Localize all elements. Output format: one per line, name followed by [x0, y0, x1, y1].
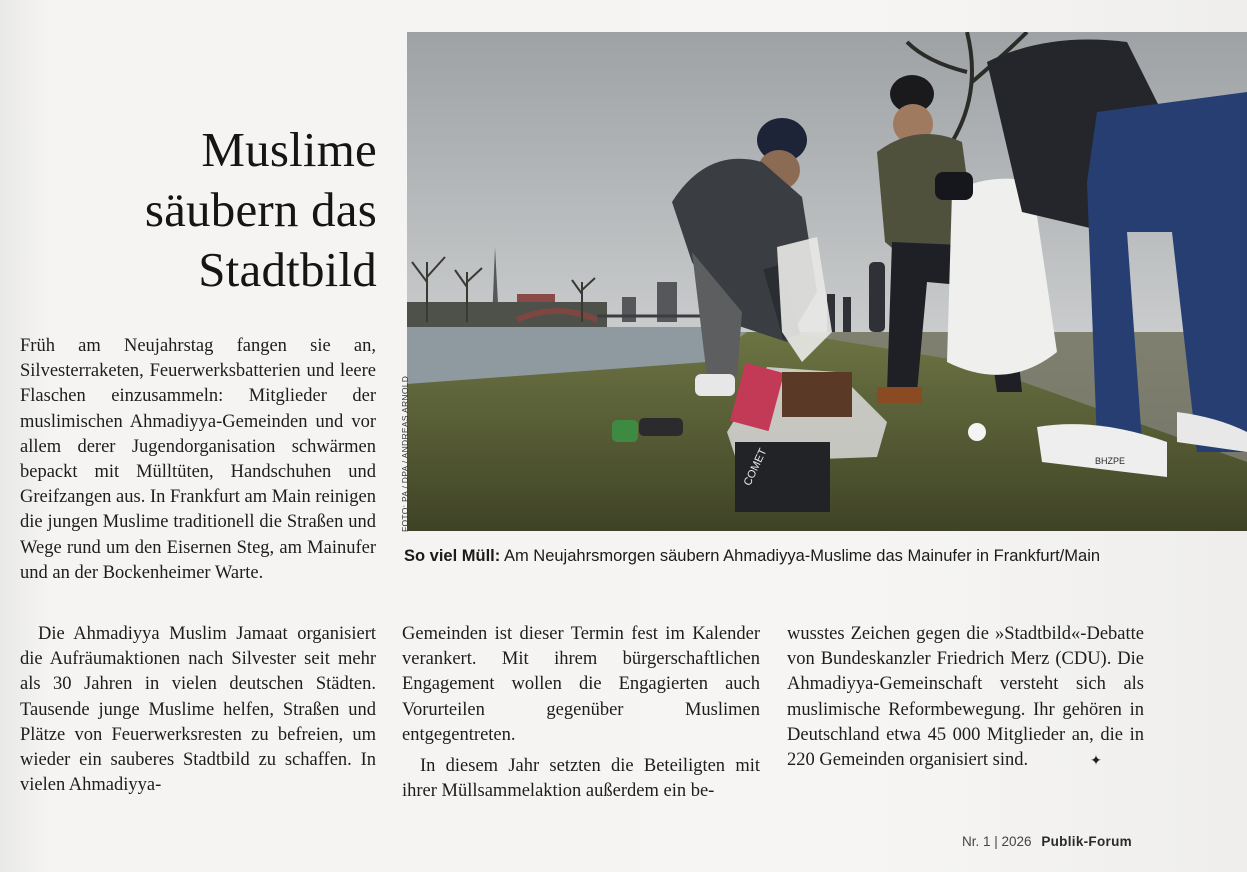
page-footer: [962, 834, 1132, 849]
photo-credit-text: FOTO: PA / DPA / ANDREAS ARNOLD: [400, 375, 410, 532]
body-paragraph-1: Die Ahmadiyya Muslim Jamaat organisiert die Aufräumaktionen nach Silvester seit mehr als 30 Jahren in vielen deutschen Städten. Tausende junge Muslime helfen, Straßen und Plätze von Feuerwerksresten zu befreien, um wieder ein sauberes Stadtbild zu schaffen. In vielen Ahmadiyya-: [20, 624, 376, 796]
shoe-brand-label: BHZPE: [1095, 456, 1126, 466]
article-headline: [100, 120, 377, 300]
body-paragraph-3: In diesem Jahr setzten die Beteiligten mit ihrer Müllsammelaktion außerdem ein be-: [402, 756, 760, 802]
photo-credit: [386, 375, 410, 532]
body-paragraph-4-text: wusstes Zeichen gegen die »Stadtbild«-Debatte von Bundeskanzler Friedrich Merz (CDU). Die Ahmadiyya-Gemeinschaft versteht sich als muslimische Reformbewegung. Ihr gehören in Deutschland etwa 45 000 Mitglieder an, die in 220 Gemeinden organisiert sind.: [787, 624, 1144, 771]
article-photo: [407, 32, 1247, 531]
body-column-3: [787, 622, 1144, 774]
photo-caption: [404, 547, 1224, 566]
magazine-name: Publik-Forum: [1041, 834, 1132, 849]
article-end-mark: ✦: [1090, 754, 1102, 770]
body-column-1: [20, 622, 376, 798]
caption-text: Am Neujahrsmorgen säubern Ahmadiyya-Muslime das Mainufer in Frankfurt/Main: [503, 547, 1101, 565]
body-paragraph-4: [787, 622, 1144, 774]
body-paragraph-2: Gemeinden ist dieser Termin fest im Kalender verankert. Mit ihrem bürgerschaftlichen Engagement wollen die Engagierten auch Vorurteilen gegenüber Muslimen entgegentreten.: [402, 624, 760, 745]
headline-line-1: Muslime: [201, 122, 377, 177]
body-column-2: [402, 622, 760, 804]
photo-illustration: [407, 32, 1247, 531]
intro-paragraph: Früh am Neujahrstag fangen sie an, Silvesterraketen, Feuerwerksbatterien und leere Flaschen einzusammeln: Mitglieder der muslimischen Ahmadiyya-Gemeinden und vor allem derer Jugendorganisation schwärmen bepackt mit Mülltüten, Handschuhen und Greifzangen aus. In Frankfurt am Main reinigen die jungen Muslime traditionell die Straßen und Wege rund um den Eisernen Steg, am Mainufer und an der Bockenheimer Warte.: [20, 336, 376, 583]
headline-line-2: säubern das: [144, 182, 377, 237]
headline-line-3: Stadtbild: [198, 242, 377, 297]
intro-column: [20, 334, 376, 586]
box-brand-label: COMET: [741, 446, 770, 488]
caption-lead: So viel Müll:: [404, 547, 501, 565]
issue-number: Nr. 1 | 2026: [962, 834, 1032, 849]
